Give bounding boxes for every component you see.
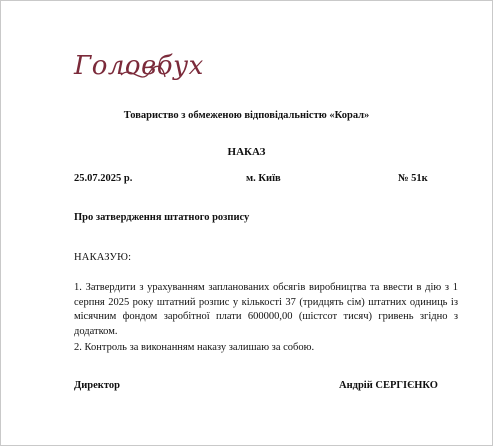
organization-name: Товариство з обмеженою відповідальністю «Корал» — [123, 110, 370, 121]
logo-swash-icon — [119, 63, 167, 87]
order-city: м. Київ — [246, 173, 281, 184]
order-item-2: 2. Контроль за виконанням наказу залишаю за собою. — [74, 342, 315, 353]
order-number: № 51к — [398, 173, 428, 184]
order-item-1: 1. Затвердити з урахуванням запланованих обсягів виробництва та ввести в дію з 1 серпня 2025 року штатний розпис у кількості 37 (тридцять сім) штатних одиниць із місячним фондом заробітної плати 600000,00 (шістсот тисяч) гривень згідно з додатком. — [74, 282, 458, 337]
order-subject: Про затвердження штатного розпису — [74, 212, 250, 223]
brand-logo: Головбух — [74, 51, 204, 81]
document-title: НАКАЗ — [227, 146, 266, 158]
order-date: 25.07.2025 р. — [74, 173, 133, 184]
signature-name: Андрій СЕРГІЄНКО — [339, 380, 438, 391]
signature-role: Директор — [74, 380, 120, 391]
order-command: НАКАЗУЮ: — [74, 252, 132, 263]
